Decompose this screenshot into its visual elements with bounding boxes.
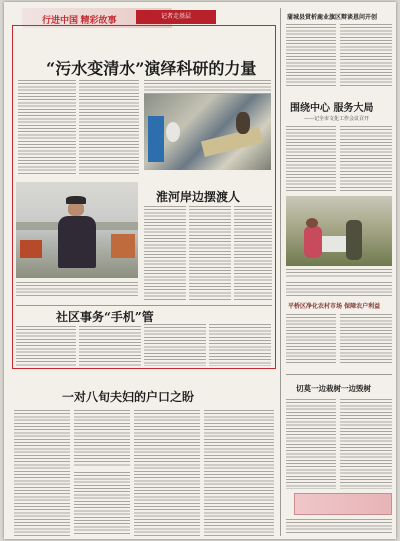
- divider: [16, 305, 272, 306]
- sidebar-headline-3: 平桥区净化农村市场 保障农户利益: [288, 303, 381, 310]
- sidebar-subhead-2: ——记全市文化工作会议召开: [304, 116, 370, 122]
- sidebar-text-1: [340, 24, 392, 88]
- sidebar-caption: [286, 269, 392, 278]
- sidebar-text-3: [340, 314, 392, 364]
- sidebar-text-1: [286, 24, 336, 88]
- advertisement: [294, 493, 392, 515]
- article-2-text: [144, 206, 186, 302]
- article-3-text: [144, 324, 206, 366]
- sidebar-text-3: [286, 314, 336, 364]
- sidebar-text-4: [340, 399, 392, 489]
- sidebar-divider: [286, 374, 392, 375]
- article-1-text: [79, 80, 139, 176]
- article-3-text: [16, 326, 76, 366]
- article-3-text: [209, 324, 271, 366]
- sidebar-text-2: [340, 126, 392, 192]
- article-3-text: [79, 326, 141, 366]
- sidebar-headline-2: 围绕中心 服务大局: [290, 103, 374, 114]
- sidebar-headline-4: 切莫一边栽树一边毁树: [296, 384, 371, 393]
- article-1-photo: [144, 94, 271, 170]
- sidebar-text-2: [286, 126, 336, 192]
- section-banner-text: 行进中国 精彩故事: [42, 15, 117, 25]
- article-2-text: [16, 282, 138, 296]
- article-4-text: [134, 410, 200, 536]
- section-badge: 记者走基层: [136, 10, 216, 24]
- column-divider: [280, 8, 281, 536]
- sidebar-headline-1: 蒲城县赏析鹿业旗区辩谈恩问开创: [287, 14, 378, 21]
- article-1-text: [144, 80, 271, 94]
- headline-4: 一对八旬夫妇的户口之盼: [62, 390, 195, 404]
- article-4-text: [74, 410, 130, 466]
- sidebar-text-4: [286, 399, 336, 489]
- article-4-text: [14, 410, 70, 536]
- headline-2: 淮河岸边摆渡人: [156, 190, 241, 204]
- article-4-text: [204, 410, 274, 536]
- headline-3: 社区事务“手机”管: [56, 310, 154, 324]
- ferryman-photo: [16, 182, 138, 278]
- sidebar-footer-text: [286, 519, 392, 535]
- article-1-text: [18, 80, 76, 176]
- article-4-text: [74, 472, 130, 536]
- article-2-text: [189, 206, 231, 302]
- orchard-photo: [286, 196, 392, 266]
- article-2-text: [234, 206, 272, 302]
- sidebar-text-3: [286, 282, 392, 296]
- headline-1: “污水变清水”演绎科研的力量: [46, 59, 257, 78]
- newspaper-page: [4, 2, 396, 539]
